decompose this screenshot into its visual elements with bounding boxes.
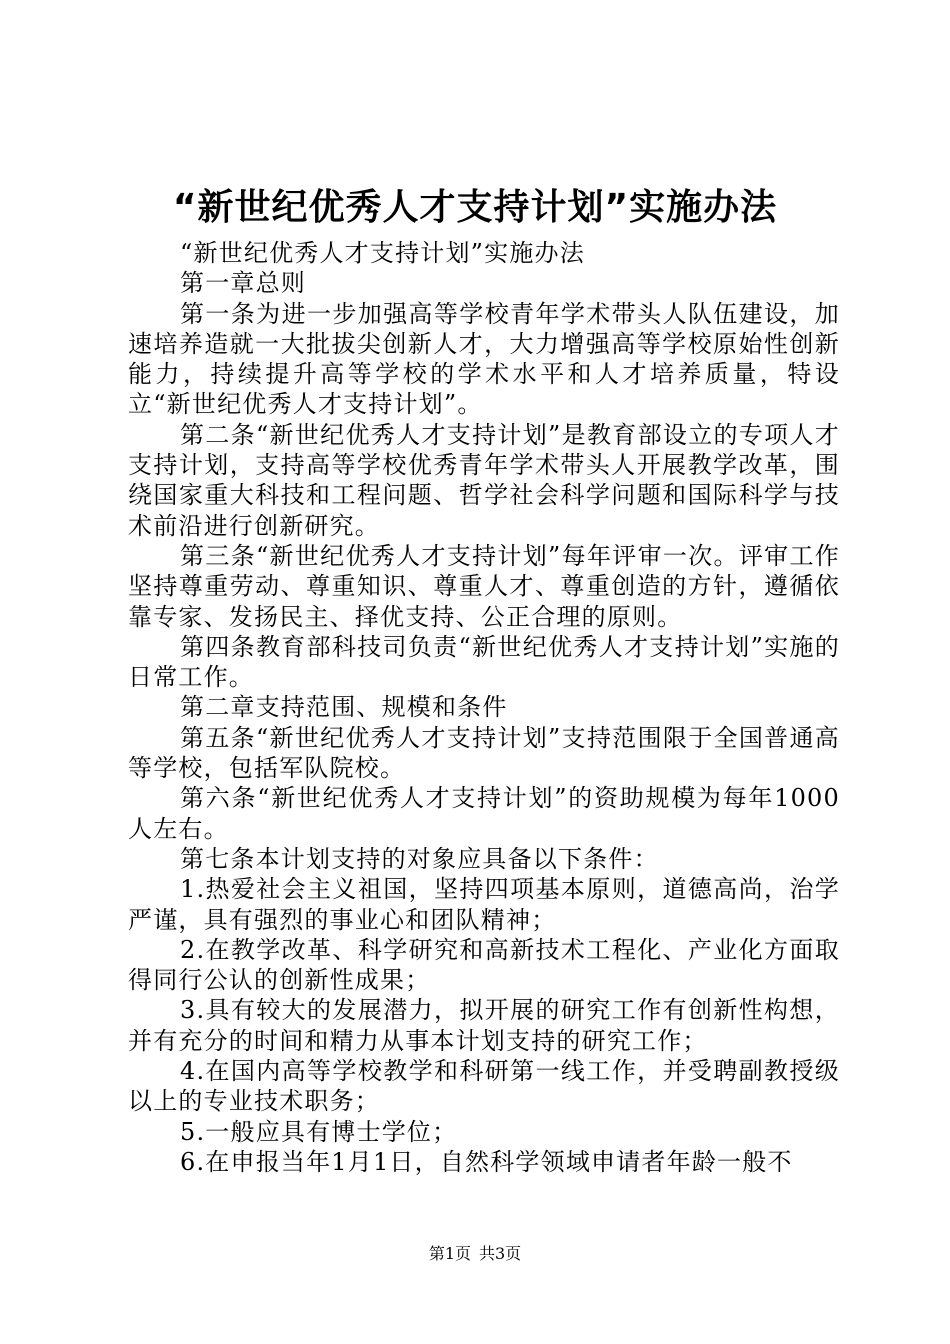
paragraph: 第六条“新世纪优秀人才支持计划”的资助规模为每年1000人左右。 — [128, 784, 840, 843]
page-number: 第1页 — [428, 1244, 471, 1263]
paragraph: 第三条“新世纪优秀人才支持计划”每年评审一次。评审工作坚持尊重劳动、尊重知识、尊重人才、尊重创造的方针，遵循依靠专家、发扬民主、择优支持、公正合理的原则。 — [128, 541, 840, 631]
paragraph: “新世纪优秀人才支持计划”实施办法 — [180, 239, 585, 267]
page-total: 共3页 — [479, 1244, 522, 1263]
list-item: 5.一般应具有博士学位； — [180, 1117, 458, 1146]
paragraph: 第一条为进一步加强高等学校青年学术带头人队伍建设，加速培养造就一大批拔尖创新人才，大力增强高等学校原始性创新能力，持续提升高等学校的学术水平和人才培养质量，特设立“新世纪优秀人才支持计划”。 — [128, 299, 840, 419]
paragraph: 第五条“新世纪优秀人才支持计划”支持范围限于全国普通高等学校，包括军队院校。 — [128, 723, 840, 783]
paragraph: 第二条“新世纪优秀人才支持计划”是教育部设立的专项人才支持计划，支持高等学校优秀青年学术带头人开展教学改革，围绕国家重大科技和工程问题、哲学社会科学问题和国际科学与技术前沿进行创新研究。 — [128, 420, 840, 540]
list-item: 3.具有较大的发展潜力，拟开展的研究工作有创新性构想，并有充分的时间和精力从事本计划支持的研究工作； — [128, 996, 840, 1055]
page-footer — [0, 1242, 950, 1266]
paragraph: 第七条本计划支持的对象应具备以下条件： — [180, 844, 659, 873]
list-item: 6.在申报当年1月1日，自然科学领域申请者年龄一般不 — [180, 1147, 793, 1176]
list-item: 4.在国内高等学校教学和科研第一线工作，并受聘副教授级以上的专业技术职务； — [128, 1057, 840, 1116]
document-body — [128, 238, 840, 1177]
document-title: “新世纪优秀人才支持计划”实施办法 — [172, 187, 778, 228]
list-item: 1.热爱社会主义祖国，坚持四项基本原则，道德高尚，治学严谨，具有强烈的事业心和团队精神； — [128, 875, 840, 934]
paragraph: 第四条教育部科技司负责“新世纪优秀人才支持计划”实施的日常工作。 — [128, 632, 840, 692]
list-item: 2.在教学改革、科学研究和高新技术工程化、产业化方面取得同行公认的创新性成果； — [128, 935, 840, 995]
chapter-heading: 第二章支持范围、规模和条件 — [180, 693, 508, 722]
chapter-heading: 第一章总则 — [180, 269, 306, 298]
